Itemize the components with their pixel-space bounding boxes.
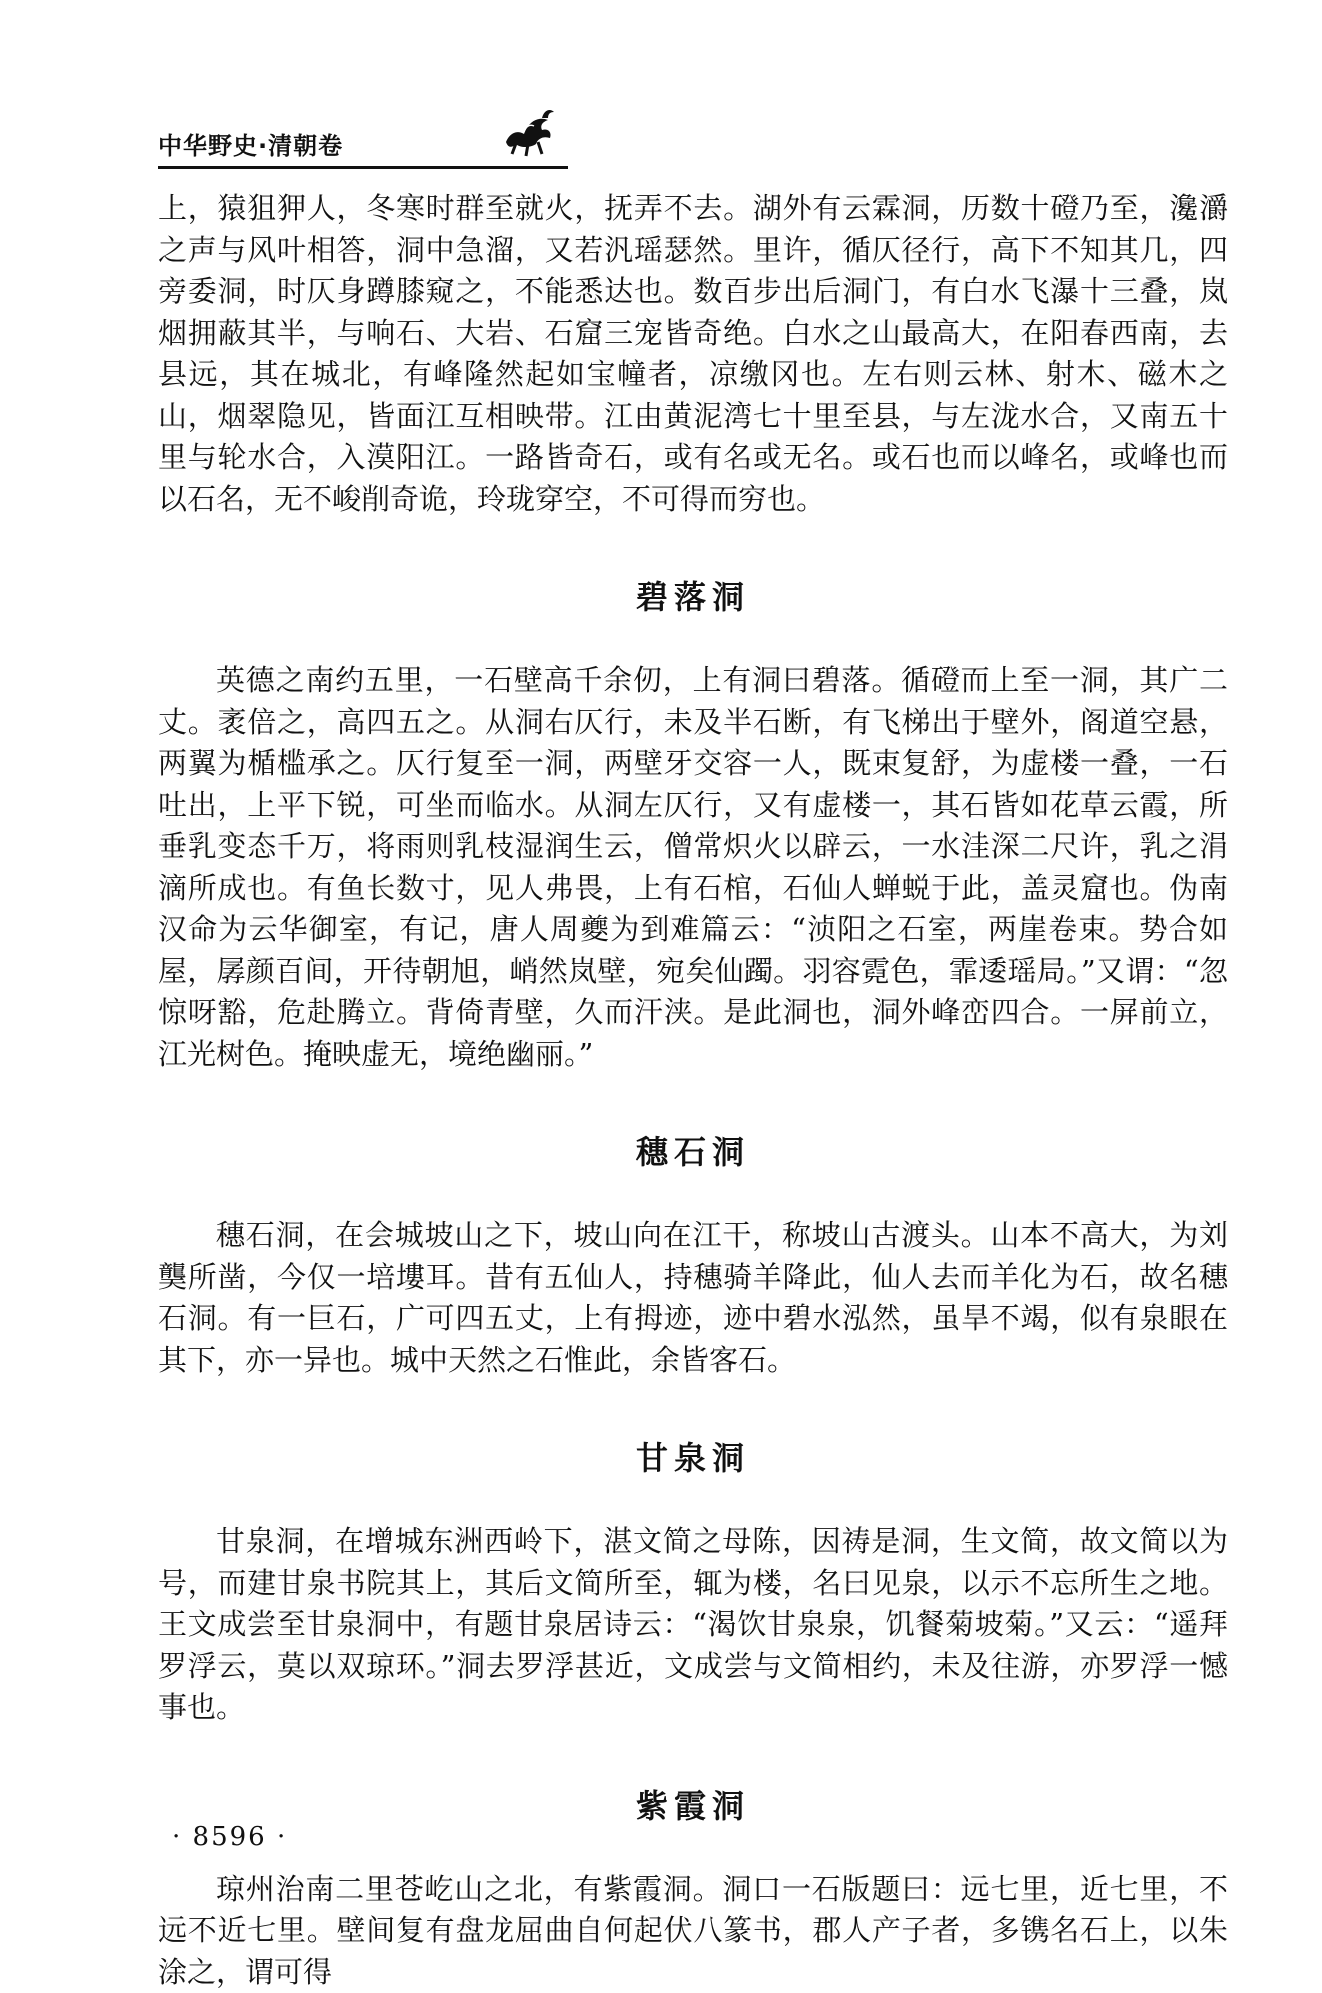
header-rule [158, 166, 568, 169]
paragraph: 甘泉洞，在增城东洲西岭下，湛文简之母陈，因祷是洞，生文简，故文简以为号，而建甘泉书院其上，其后文简所至，辄为楼，名曰见泉，以示不忘所生之地。王文成尝至甘泉洞中，有题甘泉居诗云：“渴饮甘泉泉，饥餐菊坡菊。”又云：“遥拜罗浮云，莫以双琼环。”洞去罗浮甚近，文成尝与文简相约，未及往游，亦罗浮一憾事也。 [158, 1521, 1228, 1729]
book-title: 中华野史·清朝卷 [158, 126, 343, 161]
paragraph: 穗石洞，在会城坡山之下，坡山向在江干，称坡山古渡头。山本不高大，为刘龑所凿，今仅一培塿耳。昔有五仙人，持穗骑羊降此，仙人去而羊化为石，故名穗石洞。有一巨石，广可四五丈，上有拇迹，迹中碧水泓然，虽旱不竭，似有泉眼在其下，亦一异也。城中天然之石惟此，余皆客石。 [158, 1215, 1228, 1381]
section-title: 紫霞洞 [158, 1773, 1228, 1839]
paragraph: 英德之南约五里，一石壁高千余仞，上有洞曰碧落。循磴而上至一洞，其广二丈。袤倍之，高四五之。从洞右仄行，未及半石断，有飞梯出于壁外，阁道空悬，两翼为楯槛承之。仄行复至一洞，两壁牙交容一人，既束复舒，为虚楼一叠，一石吐出，上平下锐，可坐而临水。从洞左仄行，又有虚楼一，其石皆如花草云霞，所垂乳变态千万，将雨则乳枝湿润生云，僧常炽火以辟云，一水洼深二尺许，乳之涓滴所成也。有鱼长数寸，见人弗畏，上有石棺，石仙人蝉蜕于此，盖灵窟也。伪南汉命为云华御室，有记，唐人周夔为到难篇云：“浈阳之石室，两崖卷束。势合如屋，孱颜百间，开待朝旭，峭然岚壁，宛矣仙躅。羽容霓色，霏逶瑶局。”又谓：“忽惊呀豁，危赴腾立。背倚青壁，久而汗浃。是此洞也，洞外峰峦四合。一屏前立，江光树色。掩映虚无，境绝幽丽。” [158, 660, 1228, 1075]
section-title: 穗石洞 [158, 1119, 1228, 1185]
page-body [158, 188, 1228, 1993]
paragraph: 琼州治南二里苍屹山之北，有紫霞洞。洞口一石版题曰：远七里，近七里，不远不近七里。壁间复有盘龙屈曲自何起伏八篆书，郡人产子者，多镌名石上，以朱涂之，谓可得 [158, 1869, 1228, 1993]
running-header [158, 108, 568, 166]
section-title: 碧落洞 [158, 564, 1228, 630]
paragraph: 上，猿狙狎人，冬寒时群至就火，抚弄不去。湖外有云霖洞，历数十磴乃至，瀺灂之声与风叶相答，洞中急溜，又若汎瑶瑟然。里许，循仄径行，高下不知其几，四旁委洞，时仄身蹲膝窥之，不能悉达也。数百步出后洞门，有白水飞瀑十三叠，岚烟拥蔽其半，与响石、大岩、石窟三宠皆奇绝。白水之山最高大，在阳春西南，去县远，其在城北，有峰隆然起如宝幢者，凉缴冈也。左右则云林、射木、磁木之山，烟翠隐见，皆面江互相映带。江由黄泥湾七十里至县，与左泷水合，又南五十里与轮水合，入漠阳江。一路皆奇石，或有名或无名。或石也而以峰名，或峰也而以石名，无不峻削奇诡，玲珑穿空，不可得而穷也。 [158, 188, 1228, 520]
page-number: · 8596 · [172, 1822, 287, 1852]
section-title: 甘泉洞 [158, 1425, 1228, 1491]
dragon-logo-icon [498, 102, 558, 162]
